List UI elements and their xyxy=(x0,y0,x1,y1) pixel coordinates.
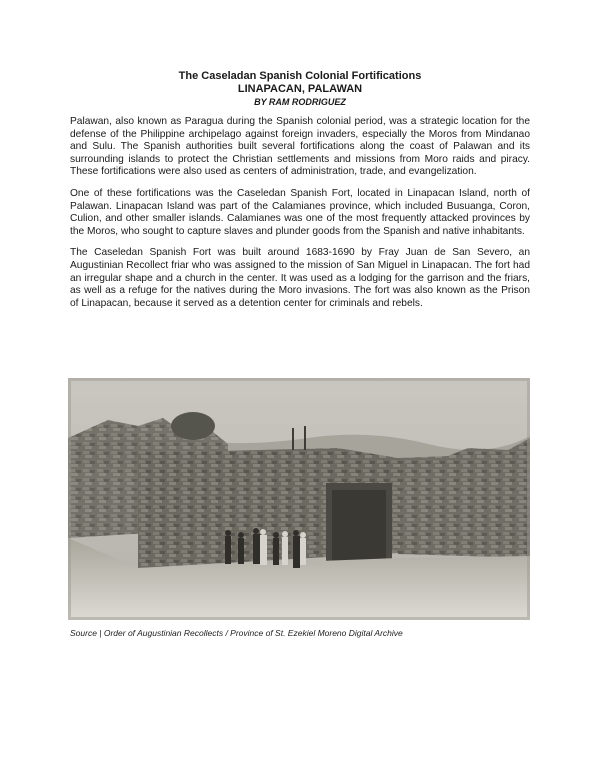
document-subtitle: LINAPACAN, PALAWAN xyxy=(237,83,363,95)
author-byline: BY RAM RODRIGUEZ xyxy=(254,97,346,107)
document-header xyxy=(0,70,600,108)
article-body xyxy=(70,116,530,319)
document-title: The Caseladan Spanish Colonial Fortifications xyxy=(178,70,422,82)
historical-photo xyxy=(68,378,530,620)
paragraph-1: Palawan, also known as Paragua during the Spanish colonial period, was a strategic location for the defense of the Philippine archipelago against foreign invaders, especially the Moros from Mindanao and Sulu. The Spanish authorities built several fortifications along the coast of Palawan and its surrounding islands to protect the Christian settlements and missions from Moro raids and piracy. These fortifications were also used as centers of administration, trade, and evangelization. xyxy=(70,116,530,178)
photo-caption: Source | Order of Augustinian Recollects / Province of St. Ezekiel Moreno Digital Archive xyxy=(70,628,403,638)
fort-photo-image xyxy=(68,378,530,620)
paragraph-3: The Caseledan Spanish Fort was built around 1683-1690 by Fray Juan de San Severo, an Augustinian Recollect friar who was assigned to the mission of San Miguel in Linapacan. The fort had an irregular shape and a church in the center. It was used as a lodging for the garrison and the friars, as well as a refuge for the natives during the Moro invasions. The fort was also known as the Prison of Linapacan, because it served as a detention center for criminals and rebels. xyxy=(70,247,530,309)
paragraph-2: One of these fortifications was the Caseledan Spanish Fort, located in Linapacan Island, north of Palawan. Linapacan Island was part of the Calamianes province, which included Busuanga, Coron, Culion, and other smaller islands. Calamianes was one of the most frequently attacked provinces by the Moros, who sought to capture slaves and plunder goods from the Spanish and native inhabitants. xyxy=(70,187,530,237)
